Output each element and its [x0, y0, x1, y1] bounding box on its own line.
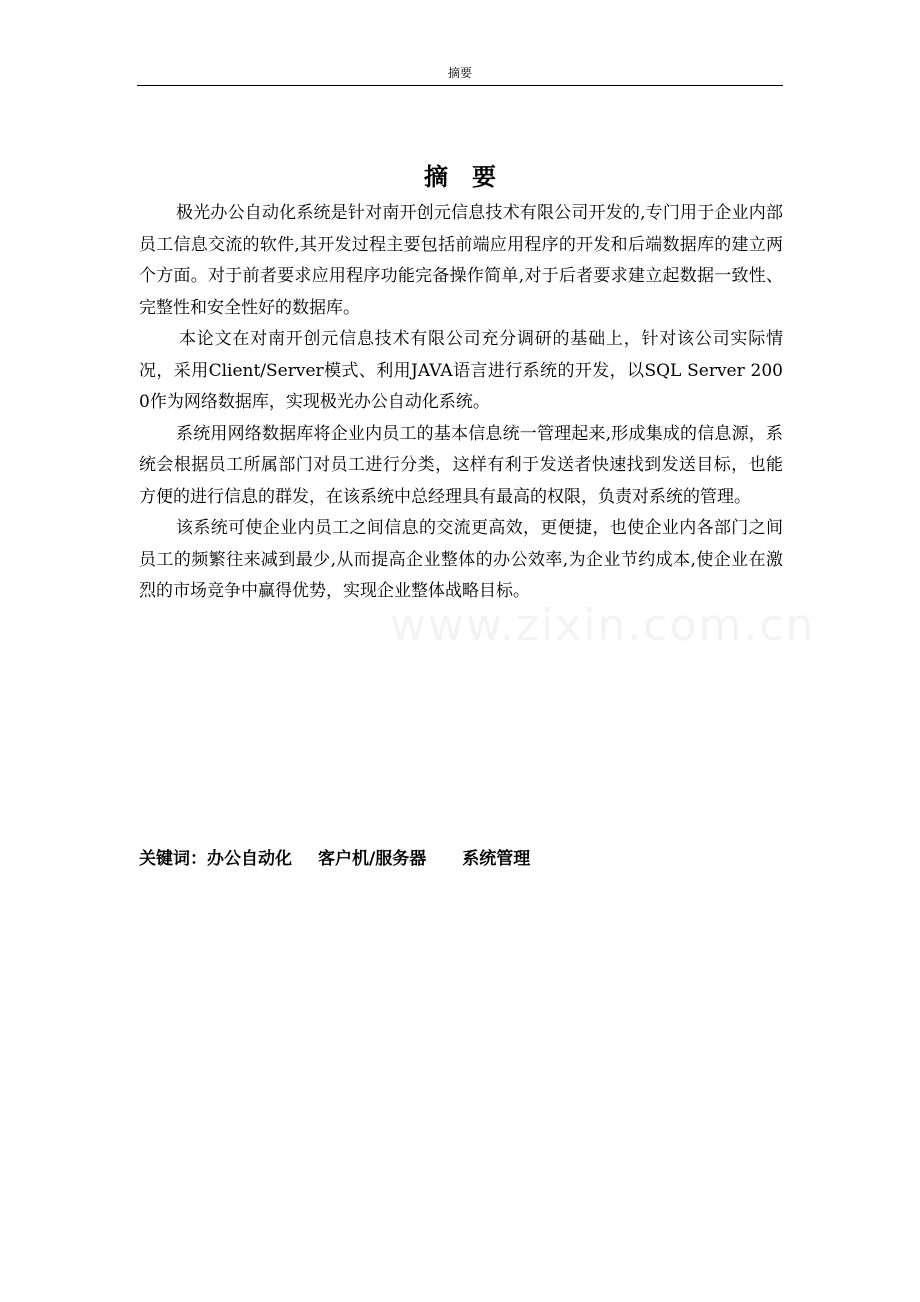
- abstract-paragraph-4: 该系统可使企业内员工之间信息的交流更高效，更便捷，也使企业内各部门之间员工的频繁往来减到最少,从而提高企业整体的办公效率,为企业节约成本,使企业在激烈的市场竞争中赢得优势，实现企业整体战略目标。: [139, 518, 783, 601]
- abstract-paragraph-3: 系统用网络数据库将企业内员工的基本信息统一管理起来,形成集成的信息源，系统会根据员工所属部门对员工进行分类，这样有利于发送者快速找到发送目标，也能方便的进行信息的群发，在该系统中总经理具有最高的权限，负责对系统的管理。: [139, 423, 783, 507]
- header-rule: [137, 85, 783, 86]
- abstract-body: [139, 198, 783, 608]
- abstract-paragraph-2: 本论文在对南开创元信息技术有限公司充分调研的基础上，针对该公司实际情况，采用Client/Server模式、利用JAVA语言进行系统的开发，以SQL Server 2000作为网络数据库，实现极光办公自动化系统。: [139, 329, 783, 412]
- keywords-label: 关键词：: [139, 849, 207, 869]
- keyword-2: 客户机/服务器: [318, 849, 427, 869]
- keyword-3: 系统管理: [462, 849, 531, 869]
- keywords-line: [139, 846, 783, 872]
- watermark: [390, 600, 815, 651]
- running-header: 摘要: [447, 66, 472, 80]
- keyword-1: 办公自动化: [207, 849, 292, 869]
- page-title: 摘要: [424, 163, 520, 191]
- abstract-paragraph-1: 极光办公自动化系统是针对南开创元信息技术有限公司开发的,专门用于企业内部员工信息交流的软件,其开发过程主要包括前端应用程序的开发和后端数据库的建立两个方面。对于前者要求应用程序功能完备操作简单,对于后者要求建立起数据一致性、完整性和安全性好的数据库。: [139, 203, 783, 318]
